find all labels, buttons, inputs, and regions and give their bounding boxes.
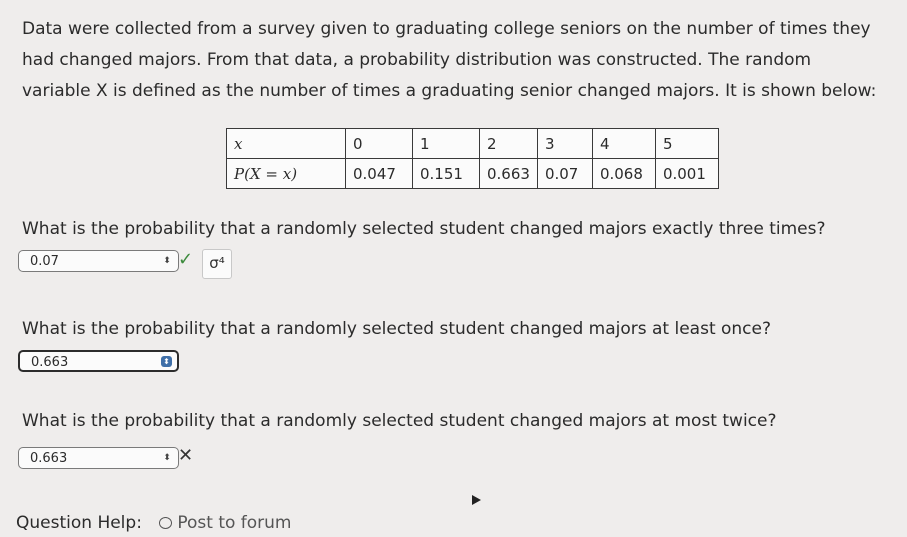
probability-table (226, 128, 719, 189)
intro-line-3: variable X is defined as the number of times a graduating senior changed majors. It is shown below: (22, 81, 877, 101)
row-label-x: x (227, 129, 346, 159)
x-cell: 1 (413, 129, 480, 159)
mouse-cursor-icon (472, 495, 481, 505)
question-help-label: Question Help: (16, 513, 142, 533)
problem-statement (22, 14, 902, 107)
table-row-p (227, 159, 719, 189)
post-to-forum-link[interactable] (159, 513, 291, 533)
answer-1-value: 0.07 (30, 254, 59, 269)
question-help (16, 513, 292, 533)
dropdown-arrows-icon[interactable]: ⬍ (163, 453, 171, 463)
answer-1-dropdown[interactable] (18, 250, 179, 272)
answer-2-dropdown[interactable] (18, 350, 179, 372)
correct-check-icon: ✓ (178, 249, 194, 270)
question-2-text: What is the probability that a randomly selected student changed majors at least once? (22, 319, 772, 339)
row-label-p: P(X = x) (227, 159, 346, 189)
answer-2-value: 0.663 (31, 355, 69, 370)
p-cell: 0.663 (480, 159, 538, 189)
table-row-x (227, 129, 719, 159)
p-cell: 0.07 (537, 159, 592, 189)
dropdown-arrows-icon[interactable]: ⬍ (161, 356, 172, 367)
x-cell: 3 (537, 129, 592, 159)
answer-3-dropdown[interactable] (18, 447, 179, 469)
attempt-icon[interactable]: σ⁴ (202, 249, 232, 279)
post-to-forum-label: Post to forum (177, 513, 292, 533)
question-3-text: What is the probability that a randomly selected student changed majors at most twice? (22, 411, 777, 431)
p-cell: 0.068 (592, 159, 655, 189)
x-cell: 0 (346, 129, 413, 159)
intro-line-1: Data were collected from a survey given to graduating college seniors on the number of times they (22, 19, 871, 39)
p-cell: 0.151 (413, 159, 480, 189)
intro-line-2: had changed majors. From that data, a probability distribution was constructed. The random (22, 50, 812, 70)
x-cell: 5 (655, 129, 718, 159)
answer-3-value: 0.663 (30, 451, 68, 466)
p-cell: 0.001 (655, 159, 718, 189)
dropdown-arrows-icon[interactable]: ⬍ (163, 256, 171, 266)
p-cell: 0.047 (346, 159, 413, 189)
incorrect-x-icon: ✕ (178, 445, 194, 466)
speech-bubble-icon (159, 517, 172, 529)
x-cell: 4 (592, 129, 655, 159)
x-cell: 2 (480, 129, 538, 159)
question-1-text: What is the probability that a randomly selected student changed majors exactly three times? (22, 219, 826, 239)
